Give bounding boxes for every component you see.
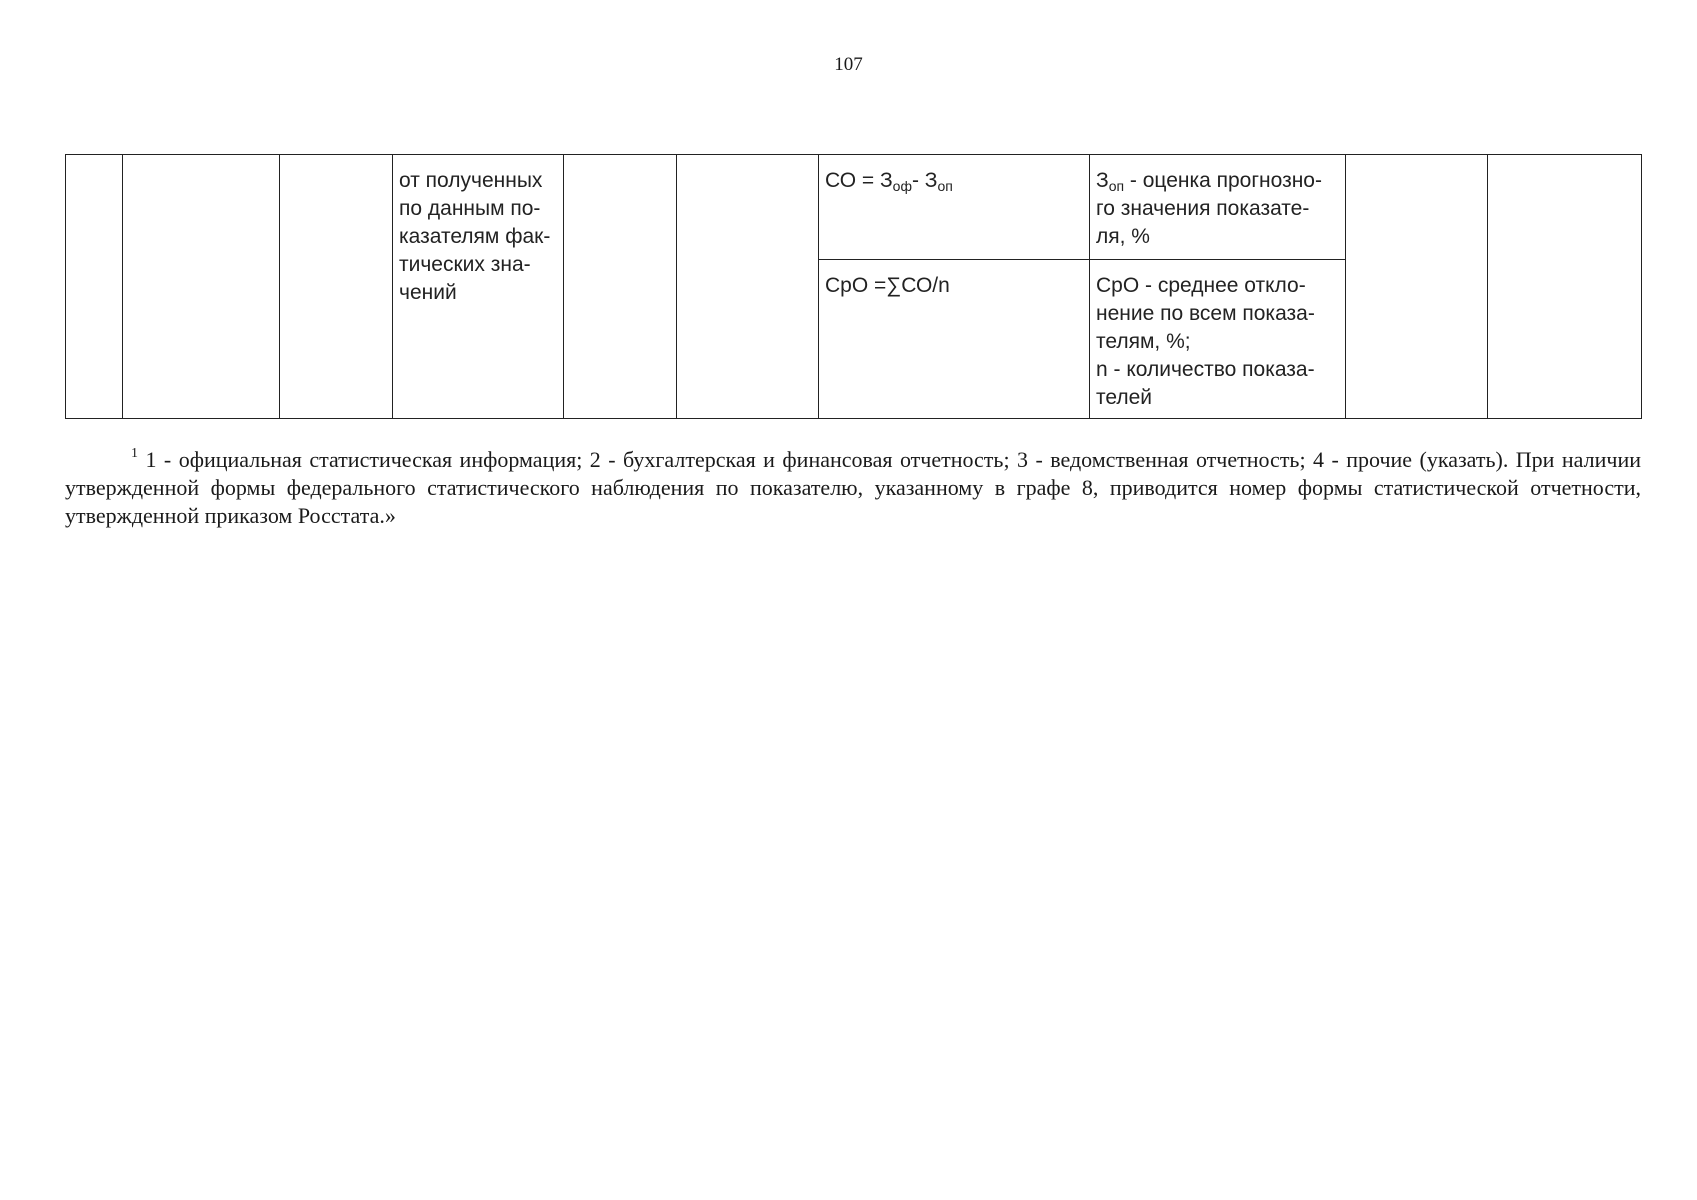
page-number: 107: [834, 54, 863, 75]
description-cell-forecast: [1090, 155, 1346, 260]
formula-cell-average: СрО =∑СО/n: [819, 260, 1090, 419]
indicator-table: [65, 154, 1642, 419]
table-cell-col5: [564, 155, 677, 419]
table-cell-col1: [66, 155, 123, 419]
table-cell-col9: [1346, 155, 1488, 419]
desc-prefix: З: [1096, 169, 1109, 192]
table-cell-col2: [123, 155, 280, 419]
desc-subscript: оп: [1108, 178, 1125, 194]
formula-cell-deviation: [819, 155, 1090, 260]
description-cell-average: СрО - среднее откло- нение по всем показа- телям, %; n - количество показа- телей: [1090, 260, 1346, 419]
table-cell-col10: [1488, 155, 1642, 419]
table-cell-col3: [280, 155, 393, 419]
desc-text: - оценка прогнозно- го значения показате- ля, %: [1096, 169, 1322, 248]
formula-mid: - З: [911, 169, 938, 192]
footnote: [65, 446, 1641, 530]
formula-prefix: СО = З: [825, 169, 893, 192]
footnote-marker: 1: [131, 446, 138, 461]
footnote-text: 1 - официальная статистическая информация; 2 - бухгалтерская и финансовая отчетность; 3 - ведомственная отчетность; 4 - прочие (указать). При наличии утвержденной формы федерального статистического наблюдения по показателю, указанному в графе 8, приводится номер формы статистической отчетности, утвержденной приказом Росстата.»: [65, 447, 1641, 528]
table-cell-col4: от полученных по данным по- казателям фак- тических зна- чений: [393, 155, 564, 419]
formula-subscript-of: оф: [892, 178, 912, 194]
table-cell-col6: [677, 155, 819, 419]
formula-subscript-op: оп: [937, 178, 953, 194]
table-row: [66, 155, 1642, 260]
